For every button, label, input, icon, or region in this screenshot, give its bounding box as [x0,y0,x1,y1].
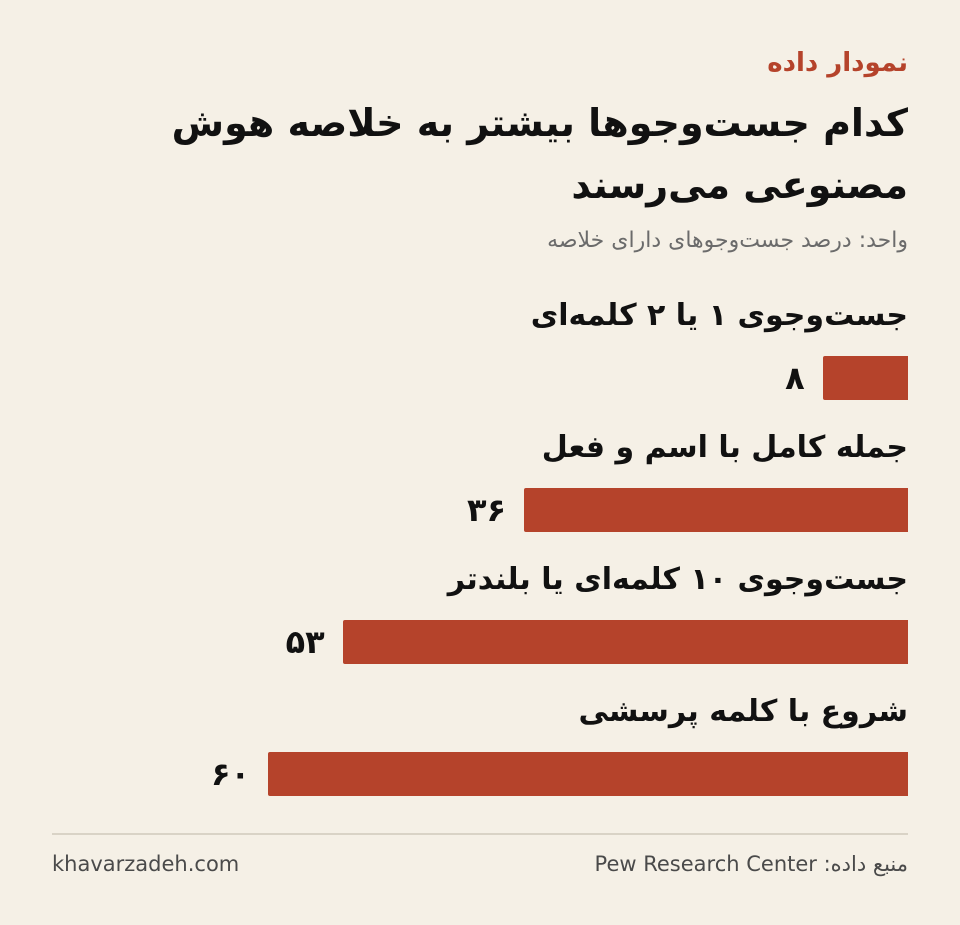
bar [823,356,908,400]
bar [343,620,908,664]
bar [524,488,908,532]
value-label: ۳۶ [466,491,506,529]
footer-divider [52,833,908,835]
value-label: ۵۳ [285,623,325,661]
chart-title: کدام جست‌وجوها بیشتر به خلاصه هوش مصنوعی می‌رسند [171,101,908,207]
site-url: khavarzadeh.com [52,852,240,876]
value-label: ۶۰ [210,755,250,793]
category-label: جست‌وجوی ۱ یا ۲ کلمه‌ای [530,298,908,333]
value-label: ۸ [785,359,805,397]
category-label: شروع با کلمه پرسشی [578,694,908,729]
data-source: منبع داده: Pew Research Center [594,852,908,876]
kicker-label: نمودار داده [767,48,908,78]
category-label: جست‌وجوی ۱۰ کلمه‌ای یا بلندتر [447,562,908,597]
category-label: جمله کامل با اسم و فعل [541,430,908,465]
bar-chart [0,290,960,810]
chart-subtitle: واحد: درصد جست‌وجوهای دارای خلاصه [547,228,908,253]
bar [268,752,908,796]
